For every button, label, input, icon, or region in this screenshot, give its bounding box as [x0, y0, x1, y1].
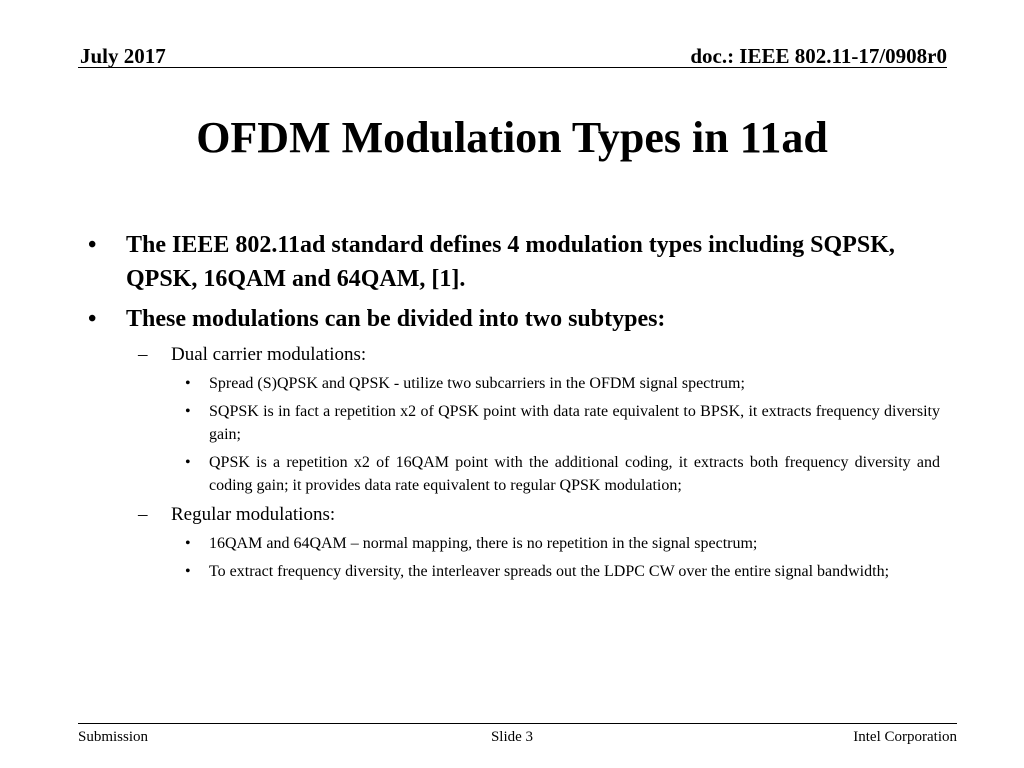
- slide-title: OFDM Modulation Types in 11ad: [196, 113, 828, 162]
- footer-submission: Submission: [78, 729, 149, 745]
- sub-sub-bullet-item: [80, 532, 940, 555]
- sub-sub-bullet-item: [80, 451, 940, 497]
- bullet-dot-icon: •: [185, 403, 191, 420]
- sub-sub-bullet-text: Spread (S)QPSK and QPSK - utilize two subcarriers in the OFDM signal spectrum;: [209, 375, 745, 392]
- header-divider: [78, 67, 947, 68]
- sub-sub-bullet-text: 16QAM and 64QAM – normal mapping, there is no repetition in the signal spectrum;: [209, 535, 758, 552]
- dash-icon: –: [138, 344, 148, 365]
- bullet-text: These modulations can be divided into two subtypes:: [126, 306, 666, 332]
- dash-icon: –: [138, 504, 148, 525]
- header-document-id: doc.: IEEE 802.11-17/0908r0: [690, 44, 947, 68]
- footer-slide-number: Slide 3: [490, 729, 534, 745]
- sub-sub-bullet-text: To extract frequency diversity, the interleaver spreads out the LDPC CW over the entire signal bandwidth;: [209, 563, 890, 580]
- sub-sub-bullet-item: [80, 372, 940, 395]
- sub-sub-bullet-text: QPSK is a repetition x2 of 16QAM point with the additional coding, it extracts both frequency diversity and coding gain; it provides data rate equivalent to regular QPSK modulation;: [209, 454, 940, 494]
- bullet-dot-icon: •: [88, 232, 97, 258]
- sub-sub-bullet-text: SQPSK is in fact a repetition x2 of QPSK point with data rate equivalent to BPSK, it extracts frequency diversity gain;: [209, 403, 940, 443]
- bullet-item: [80, 228, 940, 296]
- bullet-dot-icon: •: [185, 375, 191, 392]
- bullet-dot-icon: •: [185, 454, 191, 471]
- bullet-dot-icon: •: [88, 306, 97, 332]
- sub-bullet-text: Dual carrier modulations:: [171, 344, 367, 365]
- sub-bullet-text: Regular modulations:: [171, 504, 336, 525]
- sub-sub-bullet-item: [80, 560, 940, 583]
- bullet-dot-icon: •: [185, 563, 191, 580]
- bullet-text: The IEEE 802.11ad standard defines 4 modulation types including SQPSK, QPSK, 16QAM and 64QAM, [1].: [126, 232, 895, 292]
- bullet-dot-icon: •: [185, 535, 191, 552]
- header-date: July 2017: [80, 44, 166, 68]
- sub-sub-bullet-item: [80, 400, 940, 446]
- sub-bullet-item: [80, 502, 940, 528]
- footer-organization: Intel Corporation: [853, 729, 957, 745]
- slide-body: [80, 228, 940, 588]
- footer-divider: [78, 723, 957, 724]
- sub-bullet-item: [80, 342, 940, 368]
- bullet-item: [80, 302, 940, 336]
